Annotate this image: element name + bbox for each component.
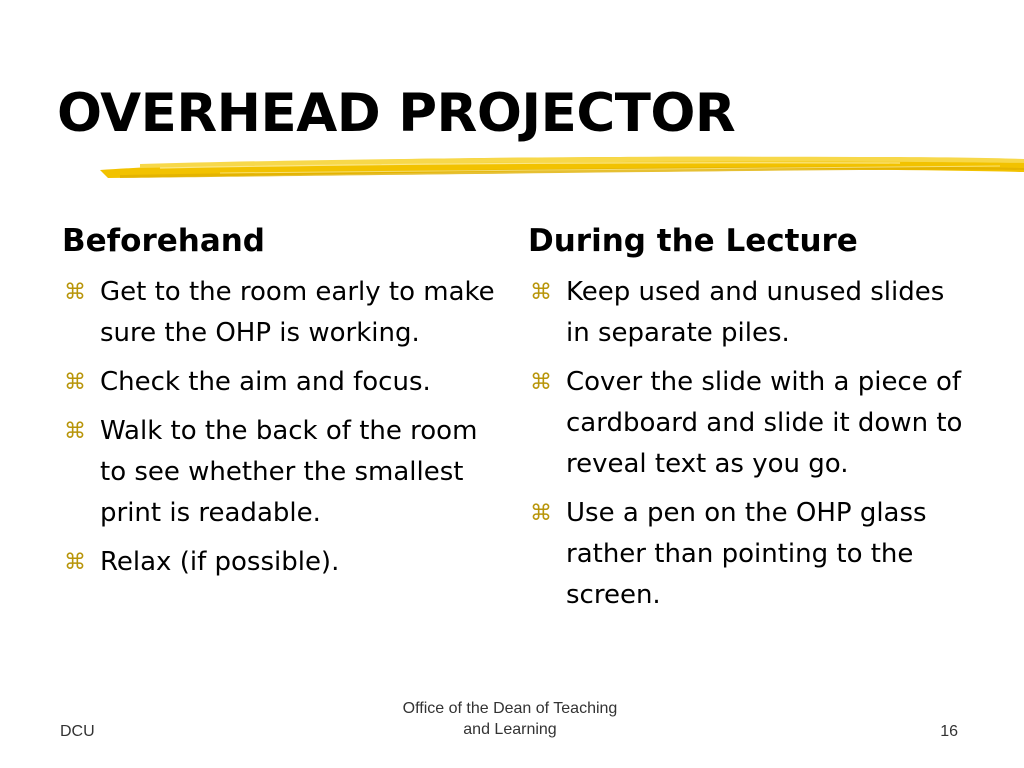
footer-office — [340, 698, 680, 740]
title-underline-brushstroke — [100, 148, 1024, 188]
beforehand-bullet-list — [62, 272, 502, 583]
bullet-text: Check the aim and focus. — [100, 367, 431, 397]
list-item — [62, 272, 502, 354]
list-item — [528, 272, 968, 354]
command-key-icon: ⌘ — [64, 280, 86, 305]
footer-office-line-2: and Learning — [463, 721, 557, 738]
command-key-icon: ⌘ — [64, 370, 86, 395]
command-key-icon: ⌘ — [64, 550, 86, 575]
beforehand-column — [62, 218, 502, 591]
footer-organization: DCU — [60, 723, 95, 740]
list-item — [62, 362, 502, 403]
footer-office-line-1: Office of the Dean of Teaching — [402, 700, 618, 717]
command-key-icon: ⌘ — [530, 280, 552, 305]
bullet-text: Walk to the back of the room to see whether the smallest print is readable. — [100, 416, 478, 528]
bullet-text: Cover the slide with a piece of cardboard and slide it down to reveal text as you go. — [566, 367, 963, 479]
command-key-icon: ⌘ — [530, 370, 552, 395]
list-item — [528, 493, 968, 616]
during-lecture-bullet-list — [528, 272, 968, 616]
bullet-text: Use a pen on the OHP glass rather than pointing to the screen. — [566, 498, 927, 610]
beforehand-heading: Beforehand — [62, 223, 265, 259]
command-key-icon: ⌘ — [64, 419, 86, 444]
bullet-text: Relax (if possible). — [100, 547, 340, 577]
list-item — [62, 542, 502, 583]
page-number: 16 — [940, 723, 958, 740]
slide-title: OVERHEAD PROJECTOR — [57, 83, 736, 144]
bullet-text: Get to the room early to make sure the OHP is working. — [100, 277, 495, 348]
during-lecture-column — [528, 218, 968, 624]
list-item — [62, 411, 502, 534]
bullet-text: Keep used and unused slides in separate piles. — [566, 277, 945, 348]
during-lecture-heading: During the Lecture — [528, 223, 858, 259]
command-key-icon: ⌘ — [530, 501, 552, 526]
list-item — [528, 362, 968, 485]
